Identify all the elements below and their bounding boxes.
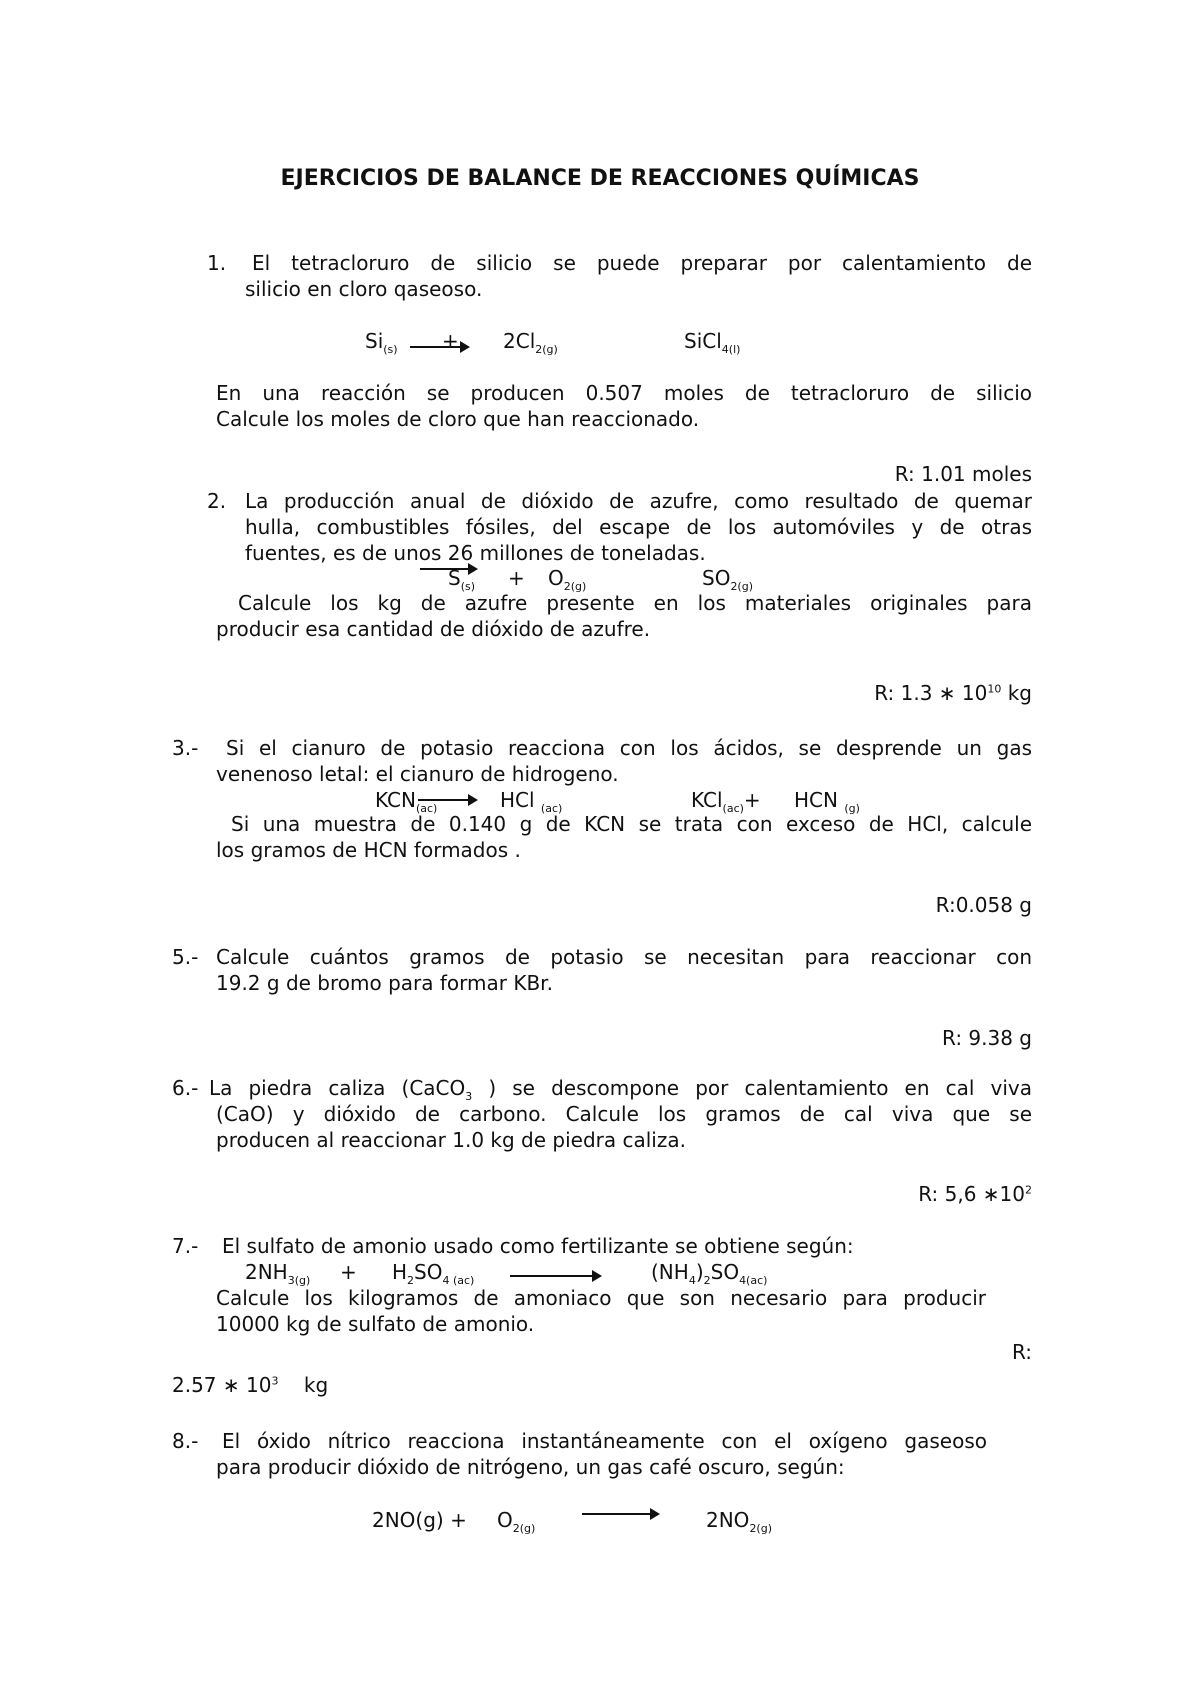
- problem-2-question-line-1: Calcule los kg de azufre presente en los materiales originales para: [238, 591, 1032, 615]
- problem-7-question-line-1: Calcule los kilogramos de amoniaco que son necesario para producir: [216, 1286, 986, 1310]
- equation-3-product-kcl: KCl$_{(ac)}$+: [691, 788, 761, 815]
- problem-6-line-3: producen al reaccionar 1.0 kg de piedra caliza.: [216, 1128, 686, 1152]
- problem-3-question-line-2: los gramos de HCN formados .: [216, 838, 521, 862]
- problem-2-number: 2.: [207, 489, 227, 513]
- problem-8-line-1: El óxido nítrico reacciona instantáneamente con el oxígeno gaseoso: [222, 1429, 987, 1453]
- equation-3-reactant-kcn: $KCN_{(ac)}$: [375, 788, 438, 815]
- equation-1-reactant-si: $Si_{(s)}$: [365, 329, 398, 356]
- problem-7-number: 7.-: [172, 1234, 199, 1258]
- problem-7-answer-value: 2.57 ∗ $10^3$ kg: [172, 1373, 329, 1397]
- problem-5-number: 5.-: [172, 945, 199, 969]
- problem-1-question-line-2: Calcule los moles de cloro que han reaccionado.: [216, 407, 700, 431]
- reaction-arrow-icon: [582, 1513, 658, 1515]
- problem-6-number: 6.-: [172, 1076, 199, 1100]
- equation-3-reactant-hcl: HCl $_{(ac)}$: [500, 788, 563, 815]
- reaction-arrow-icon: [510, 1275, 600, 1277]
- reaction-arrow-icon: [410, 346, 468, 348]
- problem-7-line-1: El sulfato de amonio usado como fertilizante se obtiene según:: [222, 1234, 854, 1258]
- equation-8-product-no2: $2NO_{2(g)}$: [706, 1508, 773, 1535]
- problem-5-line-1: Calcule cuántos gramos de potasio se necesitan para reaccionar con: [216, 945, 1032, 969]
- problem-5-line-2: 19.2 g de bromo para formar KBr.: [216, 971, 553, 995]
- problem-2-question-line-2: producir esa cantidad de dióxido de azufre.: [216, 617, 651, 641]
- problem-8-number: 8.-: [172, 1429, 199, 1453]
- problem-3-number: 3.-: [172, 736, 199, 760]
- problem-3-line-1: Si el cianuro de potasio reacciona con los ácidos, se desprende un gas: [226, 736, 1032, 760]
- problem-1-question-line-1: En una reacción se producen 0.507 moles de tetracloruro de silicio: [216, 381, 1032, 405]
- equation-8-reactant-no: 2NO(g) +: [372, 1508, 467, 1532]
- equation-2-reactant-s: $S_{(s)}$: [448, 566, 476, 593]
- problem-1-number: 1.: [207, 251, 227, 275]
- equation-7-reactant-nh3: $2NH_{3(g)}$: [245, 1260, 311, 1287]
- problem-7-answer-label: R:: [1011, 1340, 1032, 1364]
- equation-7-product-ammonium-sulfate: $(NH_4)_2SO_{4(ac)}$: [651, 1260, 768, 1287]
- problem-2-line-3: fuentes, es de unos 26 millones de toneladas.: [245, 541, 706, 565]
- equation-7-plus: +: [340, 1260, 357, 1284]
- problem-2-line-1: La producción anual de dióxido de azufre, como resultado de quemar: [245, 489, 1032, 513]
- equation-3-product-hcn: HCN $_{(g)}$: [794, 788, 860, 815]
- problem-8-line-2: para producir dióxido de nitrógeno, un gas café oscuro, según:: [216, 1455, 845, 1479]
- problem-2-answer: R: 1.3 ∗ $10^{10}$ kg: [874, 681, 1032, 705]
- equation-2-plus: +: [508, 566, 525, 590]
- problem-3-answer: R:0.058 g: [935, 893, 1032, 917]
- reaction-arrow-icon: [418, 799, 476, 801]
- problem-6-line-1: La piedra caliza (CaCO$_3$ ) se descompone por calentamiento en cal viva: [209, 1076, 1032, 1103]
- equation-2-product-so2: $SO_{2(g)}$: [702, 566, 754, 593]
- problem-7-question-line-2: 10000 kg de sulfato de amonio.: [216, 1312, 535, 1336]
- problem-3-line-2: venenoso letal: el cianuro de hidrogeno.: [216, 762, 619, 786]
- equation-1-reactant-cl2: $2Cl_{2(g)}$: [503, 329, 558, 356]
- problem-5-answer: R: 9.38 g: [942, 1026, 1032, 1050]
- problem-2-line-2: hulla, combustibles fósiles, del escape de los automóviles y de otras: [245, 515, 1032, 539]
- problem-6-line-2: (CaO) y dióxido de carbono. Calcule los gramos de cal viva que se: [216, 1102, 1032, 1126]
- equation-2-reactant-o2: $O_{2(g)}$: [548, 566, 587, 593]
- problem-1-answer: R: 1.01 moles: [894, 462, 1032, 486]
- equation-1-product-sicl4: SiCl$_{4(l)}$: [684, 329, 741, 356]
- problem-6-answer: R: 5,6 $∗10^2$: [918, 1182, 1032, 1206]
- page-title: EJERCICIOS DE BALANCE DE REACCIONES QUÍMICAS: [280, 166, 920, 191]
- problem-3-question-line-1: Si una muestra de 0.140 g de KCN se trata con exceso de HCl, calcule: [231, 812, 1032, 836]
- equation-8-reactant-o2: $O_{2(g)}$: [497, 1508, 536, 1535]
- equation-1-plus: +: [442, 329, 459, 353]
- problem-1-line-1: El tetracloruro de silicio se puede preparar por calentamiento de: [252, 251, 1032, 275]
- problem-1-line-2: silicio en cloro qaseoso.: [245, 277, 483, 301]
- equation-7-reactant-h2so4: $H_2SO_{4 (ac)}$: [392, 1260, 475, 1287]
